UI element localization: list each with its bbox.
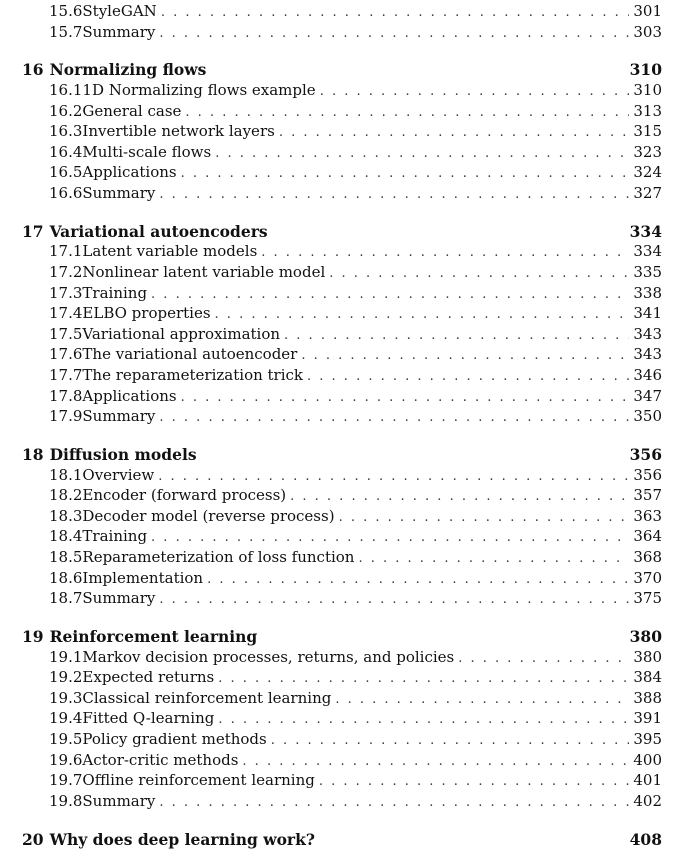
toc-page-number: 401 xyxy=(633,771,662,790)
toc-title: ELBO properties xyxy=(82,304,211,323)
toc-title: Reinforcement learning xyxy=(49,627,258,646)
toc-section-row[interactable] xyxy=(22,771,662,791)
toc-number: 19.3 xyxy=(49,688,83,707)
toc-title: Variational approximation xyxy=(82,324,281,343)
toc-section-row[interactable] xyxy=(22,507,662,527)
toc-title: Latent variable models xyxy=(82,242,258,261)
toc-page-number: 363 xyxy=(633,506,662,525)
dot-leader xyxy=(284,328,629,343)
toc-page-number: 334 xyxy=(629,221,662,241)
dot-leader xyxy=(181,166,630,181)
toc-page-number: 364 xyxy=(633,527,662,546)
toc-number: 18.1 xyxy=(49,465,83,484)
toc-chapter-row[interactable] xyxy=(22,222,662,242)
dot-leader xyxy=(161,5,630,20)
toc-section-row[interactable] xyxy=(22,589,662,609)
dot-leader xyxy=(215,307,630,322)
toc-section-row[interactable] xyxy=(22,648,662,668)
toc-chapter-row[interactable] xyxy=(22,830,662,850)
toc-page-number: 370 xyxy=(633,568,662,587)
dot-leader xyxy=(215,146,629,161)
toc-section-row[interactable] xyxy=(22,284,662,304)
dot-leader xyxy=(151,530,629,545)
toc-section-row[interactable] xyxy=(22,751,662,771)
toc-number: 19.8 xyxy=(49,791,83,810)
toc-title: Summary xyxy=(82,791,156,810)
toc-section-row[interactable] xyxy=(22,792,662,812)
toc-page-number: 301 xyxy=(633,2,662,20)
dot-leader xyxy=(185,105,629,120)
toc-title: Encoder (forward process) xyxy=(82,486,287,505)
dot-leader xyxy=(458,651,629,666)
toc-title: Offline reinforcement learning xyxy=(82,771,315,790)
dot-leader xyxy=(339,510,630,525)
toc-number: 20 xyxy=(22,829,44,849)
toc-number: 16.2 xyxy=(49,101,83,120)
toc-page-number: 347 xyxy=(633,386,662,405)
toc-page-number: 357 xyxy=(633,486,662,505)
toc-section-row[interactable] xyxy=(22,709,662,729)
toc-page-number: 338 xyxy=(633,283,662,302)
dot-leader xyxy=(159,26,629,41)
dot-leader xyxy=(319,774,629,789)
dot-leader xyxy=(301,348,629,363)
toc-section-row[interactable] xyxy=(22,102,662,122)
toc-number: 17.8 xyxy=(49,386,83,405)
toc-number: 19.5 xyxy=(49,730,83,748)
toc-page-number: 327 xyxy=(633,184,662,202)
toc-title: Diffusion models xyxy=(49,445,197,464)
toc-number: 18 xyxy=(22,445,44,464)
dot-leader xyxy=(335,692,629,707)
dot-leader xyxy=(159,795,629,810)
toc-number: 17.1 xyxy=(49,242,83,261)
toc-section-row[interactable] xyxy=(22,242,662,262)
dot-leader xyxy=(151,287,629,302)
toc-number: 18.4 xyxy=(49,527,83,546)
toc-title: Invertible network layers xyxy=(82,122,275,141)
toc-number: 17.6 xyxy=(49,345,83,364)
toc-number: 15.7 xyxy=(49,22,83,41)
toc-number: 18.2 xyxy=(49,486,83,505)
toc-section-row[interactable] xyxy=(22,668,662,688)
toc-section-row[interactable] xyxy=(22,689,662,709)
toc-number: 18.5 xyxy=(49,548,83,566)
toc-page-number: 334 xyxy=(633,242,662,261)
toc-title: Actor-critic methods xyxy=(82,750,239,769)
dot-leader xyxy=(158,469,629,484)
toc-title: Applications xyxy=(82,163,177,182)
toc-number: 16.4 xyxy=(49,142,83,161)
toc-number: 19.6 xyxy=(49,750,83,769)
toc-chapter-row[interactable] xyxy=(22,60,662,80)
toc-section-row[interactable] xyxy=(22,466,662,486)
toc-page-number: 303 xyxy=(633,22,662,41)
toc-section-row[interactable] xyxy=(22,527,662,547)
toc-number: 17.4 xyxy=(49,304,83,323)
dot-leader xyxy=(218,671,629,686)
toc-title: Implementation xyxy=(82,568,204,587)
toc-page-number: 402 xyxy=(633,791,662,810)
toc-number: 17.5 xyxy=(49,324,83,343)
toc-title: StyleGAN xyxy=(82,2,157,20)
dot-leader xyxy=(159,592,629,607)
toc-section-row[interactable] xyxy=(22,2,662,22)
toc-title: 1D Normalizing flows example xyxy=(82,81,316,99)
toc-page-number: 343 xyxy=(633,324,662,343)
toc-section-row[interactable] xyxy=(22,569,662,589)
toc-page-number: 310 xyxy=(629,60,662,80)
dot-leader xyxy=(290,489,629,504)
dot-leader xyxy=(159,187,629,202)
toc-section-row[interactable] xyxy=(22,345,662,365)
toc-section-row[interactable] xyxy=(22,407,662,427)
toc-title: Normalizing flows xyxy=(49,60,207,80)
toc-page-number: 350 xyxy=(633,407,662,426)
toc-page-number: 323 xyxy=(633,142,662,161)
toc-number: 17 xyxy=(22,221,44,241)
toc-page-number: 384 xyxy=(633,668,662,687)
toc-section-row[interactable] xyxy=(22,486,662,506)
toc-section-row[interactable] xyxy=(22,548,662,568)
toc-title: Why does deep learning work? xyxy=(49,829,315,849)
toc-page-number: 315 xyxy=(633,122,662,141)
toc-number: 16.3 xyxy=(49,122,83,141)
toc-number: 18.3 xyxy=(49,506,83,525)
toc-section-row[interactable] xyxy=(22,163,662,183)
toc-number: 17.7 xyxy=(49,366,83,384)
toc-section-row[interactable] xyxy=(22,730,662,750)
toc-page-number: 388 xyxy=(633,688,662,707)
toc-page-number: 391 xyxy=(633,709,662,728)
toc-title: Multi-scale flows xyxy=(82,142,212,161)
toc-title: Fitted Q-learning xyxy=(82,709,215,728)
dot-leader xyxy=(261,245,629,260)
dot-leader xyxy=(329,266,629,281)
toc-title: Summary xyxy=(82,184,156,202)
toc-number: 15.6 xyxy=(49,2,83,20)
toc-section-row[interactable] xyxy=(22,81,662,101)
toc-number: 19.4 xyxy=(49,709,83,728)
toc-page-number: 400 xyxy=(633,750,662,769)
toc-title: Summary xyxy=(82,589,156,608)
toc-page-number: 375 xyxy=(633,589,662,608)
toc-title: Decoder model (reverse process) xyxy=(82,506,335,525)
toc-number: 19.1 xyxy=(49,647,83,666)
toc-number: 19 xyxy=(22,627,44,646)
toc-page-number: 343 xyxy=(633,345,662,364)
toc-number: 19.2 xyxy=(49,668,83,687)
toc-number: 16.1 xyxy=(49,81,83,99)
toc-title: General case xyxy=(82,101,182,120)
dot-leader xyxy=(358,551,629,566)
toc-page-number: 368 xyxy=(633,548,662,566)
toc-section-row[interactable] xyxy=(22,122,662,142)
toc-number: 16.6 xyxy=(49,184,83,202)
toc-number: 17.2 xyxy=(49,263,83,281)
toc-section-row[interactable] xyxy=(22,387,662,407)
toc-title: Expected returns xyxy=(82,668,215,687)
toc-title: Policy gradient methods xyxy=(82,730,267,748)
toc-title: Applications xyxy=(82,386,177,405)
toc-page-number: 408 xyxy=(629,829,662,849)
toc-number: 19.7 xyxy=(49,771,83,790)
toc-chapter-row[interactable] xyxy=(22,627,662,647)
toc-title: The reparameterization trick xyxy=(82,366,304,384)
toc-title: Nonlinear latent variable model xyxy=(82,263,326,281)
dot-leader xyxy=(307,369,629,384)
toc-page-number: 356 xyxy=(633,465,662,484)
toc-chapter-row[interactable] xyxy=(22,445,662,465)
dot-leader xyxy=(320,84,630,99)
toc-section-row[interactable] xyxy=(22,23,662,43)
toc-number: 16 xyxy=(22,60,44,80)
toc-title: Variational autoencoders xyxy=(49,221,268,241)
toc-number: 18.7 xyxy=(49,589,83,608)
toc-number: 17.3 xyxy=(49,283,83,302)
toc-number: 16.5 xyxy=(49,163,83,182)
toc-page-number: 380 xyxy=(629,627,662,646)
toc-title: Markov decision processes, returns, and policies xyxy=(82,647,455,666)
toc-page-number: 346 xyxy=(633,366,662,384)
dot-leader xyxy=(159,410,629,425)
toc-page-number: 335 xyxy=(633,263,662,281)
toc-section-row[interactable] xyxy=(22,184,662,204)
toc-title: Training xyxy=(82,527,148,546)
toc-page-number: 313 xyxy=(633,101,662,120)
toc-section-row[interactable] xyxy=(22,263,662,283)
toc-title: Summary xyxy=(82,22,156,41)
toc-title: Summary xyxy=(82,407,156,426)
toc-section-row[interactable] xyxy=(22,325,662,345)
toc-page-number: 380 xyxy=(633,647,662,666)
toc-number: 18.6 xyxy=(49,568,83,587)
toc-number: 17.9 xyxy=(49,407,83,426)
toc-page-number: 310 xyxy=(633,81,662,99)
toc-section-row[interactable] xyxy=(22,366,662,386)
toc-page-number: 356 xyxy=(629,445,662,464)
toc-section-row[interactable] xyxy=(22,143,662,163)
dot-leader xyxy=(181,390,630,405)
dot-leader xyxy=(218,712,629,727)
toc-title: The variational autoencoder xyxy=(82,345,298,364)
dot-leader xyxy=(271,733,630,748)
toc-page-number: 324 xyxy=(633,163,662,182)
dot-leader xyxy=(279,125,630,140)
toc-title: Training xyxy=(82,283,148,302)
toc-section-row[interactable] xyxy=(22,304,662,324)
dot-leader xyxy=(207,572,629,587)
toc-title: Classical reinforcement learning xyxy=(82,688,332,707)
toc-page-number: 341 xyxy=(633,304,662,323)
toc-title: Overview xyxy=(82,465,155,484)
toc-title: Reparameterization of loss function xyxy=(82,548,355,566)
toc-page-number: 395 xyxy=(633,730,662,748)
dot-leader xyxy=(242,754,629,769)
